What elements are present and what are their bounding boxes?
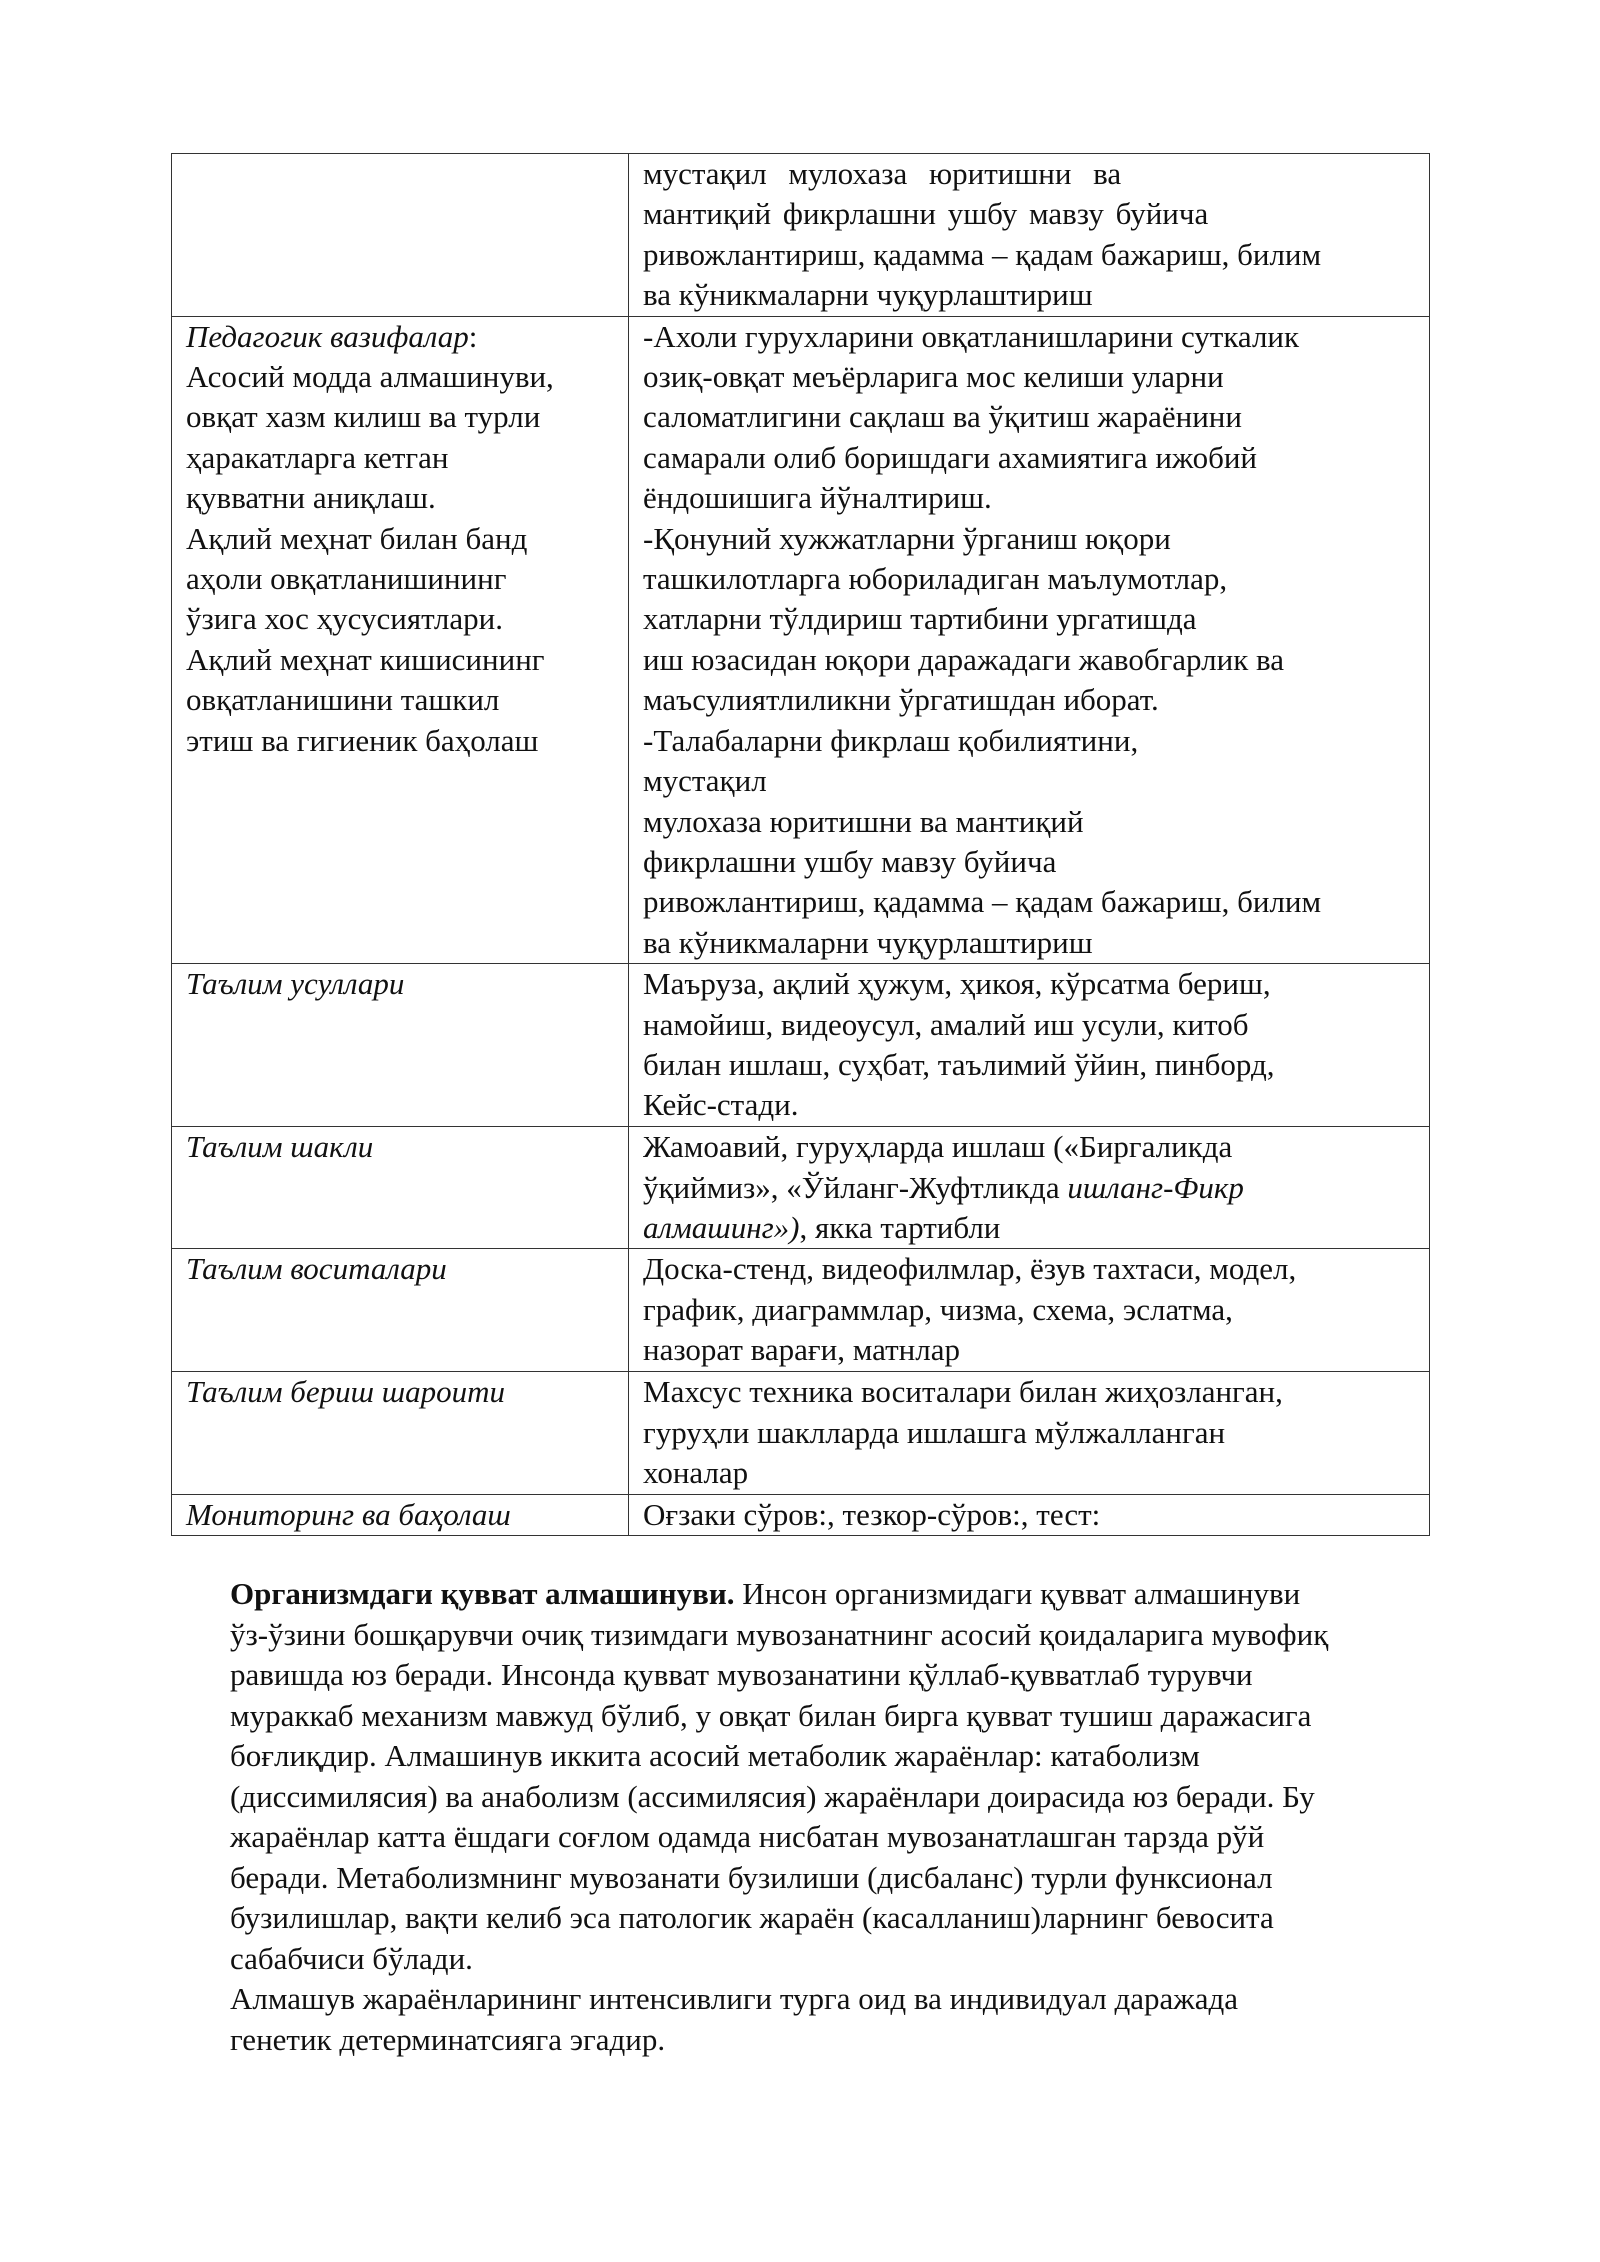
teaching-form-label: Таълим шакли (186, 1129, 374, 1165)
monitoring-label: Мониторинг ва баҳолаш (186, 1496, 511, 1532)
cell-text-line: намойиш, видеоусул, амалий иш усули, китоб (643, 1006, 1249, 1042)
cell-text-line: маъсулиятлиликни ўргатишдан иборат. (643, 682, 1159, 718)
pedagogical-tasks-heading: Педагогик вазифалар (186, 318, 469, 354)
table-row (172, 1494, 1430, 1535)
cell-text-line: мулохаза юритишни ва мантиқий (643, 803, 1084, 839)
cell-text-line: хоналар (643, 1455, 749, 1491)
cell-text-line: график, диаграммлар, чизма, схема, эслатма, (643, 1291, 1233, 1327)
teaching-tools-label: Таълим воситалари (186, 1251, 447, 1287)
paragraph-line: жараёнлар катта ёшдаги соғлом одамда нисбатан мувозанатлашган тарзда рўй (230, 1819, 1265, 1854)
table-cell-left (172, 1494, 629, 1535)
cell-text-line: Жамоавий, гуруҳларда ишлаш («Биргаликда (643, 1129, 1233, 1165)
cell-text-line: ҳаракатларга кетган (186, 439, 449, 475)
cell-text-line (643, 1168, 1417, 1208)
paragraph-line: (диссимилясия) ва анаболизм (ассимилясия) жараёнлари доирасида юз беради. Бу (230, 1778, 1315, 1814)
cell-text-line: этиш ва гигиеник баҳолаш (186, 722, 539, 758)
cell-text-line: Доска-стенд, видеофилмлар, ёзув тахтаси, модел, (643, 1251, 1297, 1287)
cell-text-line: ривожлантириш, қадамма – қадам бажариш, билим (643, 884, 1322, 920)
table-row (172, 1372, 1430, 1494)
cell-text-line: ўзига хос ҳусусиятлари. (186, 601, 503, 637)
paragraph-line: мураккаб механизм мавжуд бўлиб, у овқат билан бирга қувват тушиш даражасига (230, 1697, 1312, 1733)
cell-text-line: самарали олиб боришдаги ахамиятига ижобий (643, 439, 1258, 475)
table-cell-right (629, 1494, 1430, 1535)
cell-text-line: овқат хазм килиш ва турли (186, 399, 541, 435)
cell-text-line: назорат варағи, матнлар (643, 1332, 960, 1368)
paragraph-line: равишда юз беради. Инсонда қувват мувозанатини қўллаб-қувватлаб турувчи (230, 1657, 1253, 1692)
cell-text-line: гуруҳли шаклларда ишлашга мўлжалланган (643, 1414, 1226, 1450)
cell-text-line (186, 317, 616, 357)
cell-text-line: -Ахоли гурухларини овқатланишларини суткалик (643, 318, 1300, 354)
cell-text-line: мустақил мулохаза юритишни ва (643, 156, 1122, 191)
cell-text-run-italic: ишланг-Фикр (1067, 1169, 1244, 1205)
table-cell-right (629, 316, 1430, 964)
paragraph-line: бузилишлар, вақти келиб эса патологик жараён (касалланиш)ларнинг бевосита (230, 1900, 1274, 1935)
cell-text-line: билан ишлаш, суҳбат, таълимий ўйин, пинборд, (643, 1046, 1275, 1082)
cell-text-line: Оғзаки сўров:, тезкор-сўров:, тест: (643, 1496, 1101, 1532)
cell-text-line: ва кўникмаларни чуқурлаштириш (643, 924, 1093, 960)
body-paragraph (230, 1574, 1475, 2060)
table-cell-right (629, 1372, 1430, 1494)
table-cell-left (172, 964, 629, 1127)
paragraph-line: Алмашув жараёнларининг интенсивлиги турга оид ва индивидуал даражада (230, 1981, 1238, 2016)
cell-text-line: Махсус техника воситалари билан жиҳозланган, (643, 1374, 1283, 1410)
table-cell-left (172, 1249, 629, 1372)
paragraph-line: сабабчиси бўлади. (230, 1940, 473, 1976)
cell-text-line: Ақлий меҳнат билан банд (186, 520, 528, 556)
table-cell-left (172, 1127, 629, 1249)
cell-text-line: ривожлантириш, қадамма – қадам бажариш, билим (643, 236, 1322, 272)
heading-colon: : (468, 318, 478, 354)
paragraph-line (230, 1574, 1475, 1615)
cell-text-line: ва кўникмаларни чуқурлаштириш (643, 277, 1093, 313)
cell-text-line: овқатланишини ташкил (186, 682, 500, 718)
table-cell-right (629, 964, 1430, 1127)
cell-text-line: озиқ-овқат меъёрларига мос келиши уларни (643, 359, 1224, 395)
table-cell-right (629, 1127, 1430, 1249)
cell-text-run: , якка тартибли (799, 1209, 1001, 1245)
cell-text-run-italic: алмашинг») (643, 1209, 800, 1245)
cell-text-line: Ақлий меҳнат кишисининг (186, 641, 545, 677)
cell-text-run: ўқиймиз», «Ўйланг-Жуфтликда (643, 1169, 1068, 1205)
table-row (172, 316, 1430, 964)
cell-text-line: ташкилотларга юбориладиган маълумотлар, (643, 561, 1228, 597)
cell-text-line: мантиқий фикрлашни ушбу мавзу буйича (643, 196, 1209, 232)
cell-text-line: Кейс-стади. (643, 1087, 799, 1123)
table-row (172, 1249, 1430, 1372)
table-cell-left (172, 154, 629, 317)
cell-text-line: -Талабаларни фикрлаш қобилиятини, (643, 722, 1139, 758)
table-cell-left (172, 316, 629, 964)
table-row (172, 964, 1430, 1127)
cell-text-line: аҳоли овқатланишининг (186, 561, 507, 597)
lesson-plan-table (171, 153, 1430, 1536)
paragraph-line: боғлиқдир. Алмашинув иккита асосий метаболик жараёнлар: катаболизм (230, 1738, 1200, 1773)
cell-text-line: фикрлашни ушбу мавзу буйича (643, 843, 1057, 879)
teaching-methods-label: Таълим усуллари (186, 966, 405, 1002)
teaching-conditions-label: Таълим бериш шароити (186, 1374, 506, 1410)
section-heading: Организмдаги қувват алмашинуви. (230, 1576, 735, 1611)
cell-text-line: хатларни тўлдириш тартибини ургатишда (643, 601, 1197, 637)
paragraph-line: ўз-ўзини бошқарувчи очиқ тизимдаги мувозанатнинг асосий қоидаларига мувофиқ (230, 1616, 1329, 1652)
table-row (172, 1127, 1430, 1249)
table-cell-right (629, 154, 1430, 317)
cell-text-line (643, 1208, 1417, 1248)
cell-text-line: -Қонуний хужжатларни ўрганиш юқори (643, 520, 1171, 556)
cell-text-line: ёндошишига йўналтириш. (643, 480, 992, 516)
cell-text-line: қувватни аниқлаш. (186, 480, 436, 516)
paragraph-text: Инсон организмидаги қувват алмашинуви (734, 1576, 1301, 1611)
paragraph-line: генетик детерминатсияга эгадир. (230, 2021, 666, 2057)
cell-text-line: Асосий модда алмашинуви, (186, 359, 554, 395)
cell-text-line: иш юзасидан юқори даражадаги жавобгарлик ва (643, 641, 1285, 677)
table-row (172, 154, 1430, 317)
cell-text-line: мустақил (643, 763, 767, 799)
cell-text-line: саломатлигини сақлаш ва ўқитиш жараёнини (643, 399, 1242, 435)
paragraph-line: беради. Метаболизмнинг мувозанати бузилиши (дисбаланс) турли функсионал (230, 1859, 1273, 1895)
cell-text-line: Маъруза, ақлий ҳужум, ҳикоя, кўрсатма бериш, (643, 966, 1271, 1002)
table-cell-left (172, 1372, 629, 1494)
table-cell-right (629, 1249, 1430, 1372)
